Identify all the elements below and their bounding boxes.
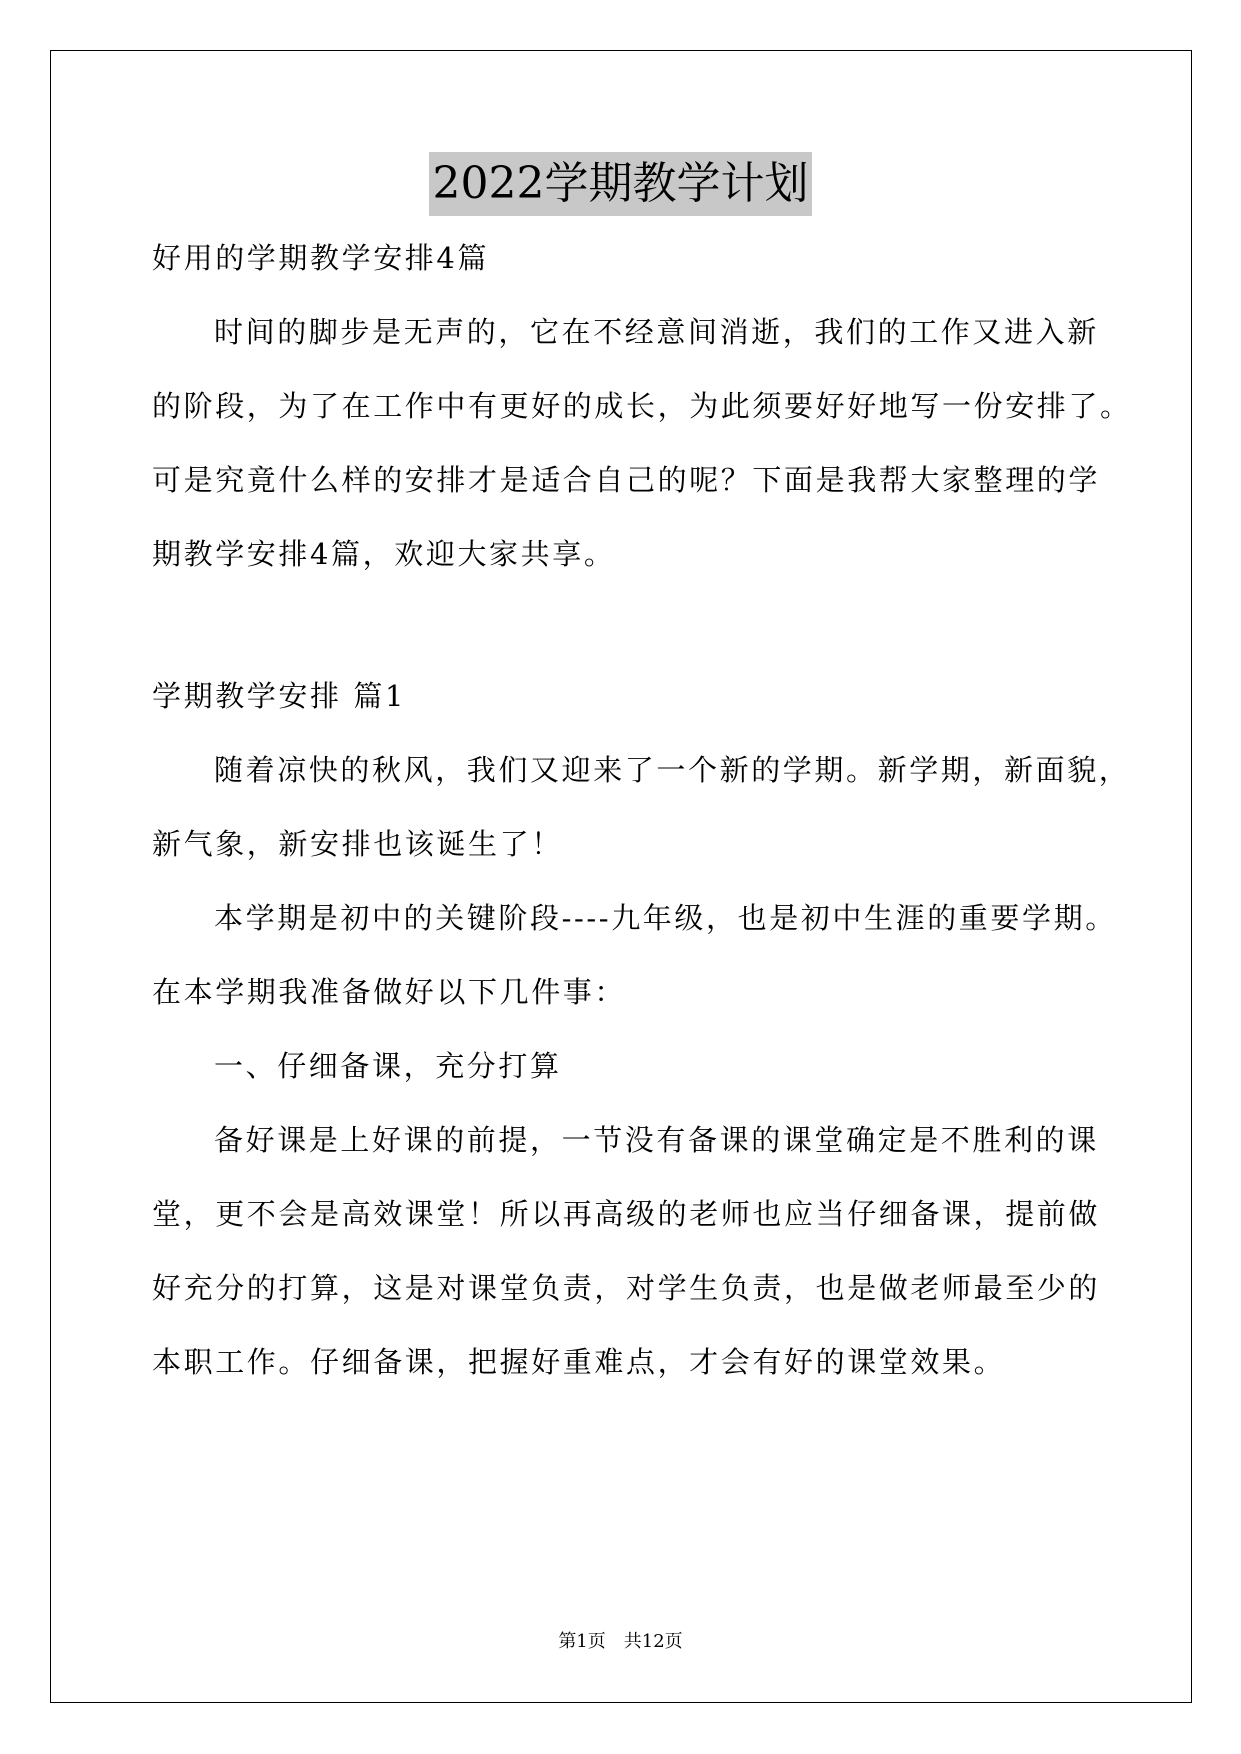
- title-container: [0, 152, 1241, 216]
- paragraph-line: 本学期是初中的关键阶段----九年级，也是初中生涯的重要学期。: [214, 901, 1117, 935]
- paragraph-line: 时间的脚步是无声的，它在不经意间消逝，我们的工作又进入新: [214, 315, 1099, 349]
- paragraph-line: 期教学安排4篇，欢迎大家共享。: [152, 537, 616, 571]
- section-heading: 学期教学安排 篇1: [152, 679, 407, 713]
- subtitle-line: 好用的学期教学安排4篇: [152, 241, 490, 275]
- page-border: [50, 50, 1192, 1703]
- paragraph-line: 备好课是上好课的前提，一节没有备课的课堂确定是不胜利的课: [214, 1123, 1099, 1157]
- document-title: 2022学期教学计划: [429, 152, 813, 216]
- paragraph-line: 随着凉快的秋风，我们又迎来了一个新的学期。新学期，新面貌，: [214, 753, 1131, 787]
- subsection-heading: 一、仔细备课，充分打算: [214, 1049, 562, 1083]
- paragraph-line: 的阶段，为了在工作中有更好的成长，为此须要好好地写一份安排了。: [152, 389, 1132, 423]
- paragraph-line: 可是究竟什么样的安排才是适合自己的呢？下面是我帮大家整理的学: [152, 463, 1101, 497]
- paragraph-line: 堂，更不会是高效课堂！所以再高级的老师也应当仔细备课，提前做: [152, 1197, 1101, 1231]
- paragraph-line: 在本学期我准备做好以下几件事：: [152, 975, 627, 1009]
- paragraph-line: 本职工作。仔细备课，把握好重难点，才会有好的课堂效果。: [152, 1345, 1006, 1379]
- page-number-footer: 第1页 共12页: [558, 1631, 683, 1652]
- paragraph-line: 好充分的打算，这是对课堂负责，对学生负责，也是做老师最至少的: [152, 1271, 1101, 1305]
- paragraph-line: 新气象，新安排也该诞生了！: [152, 827, 563, 861]
